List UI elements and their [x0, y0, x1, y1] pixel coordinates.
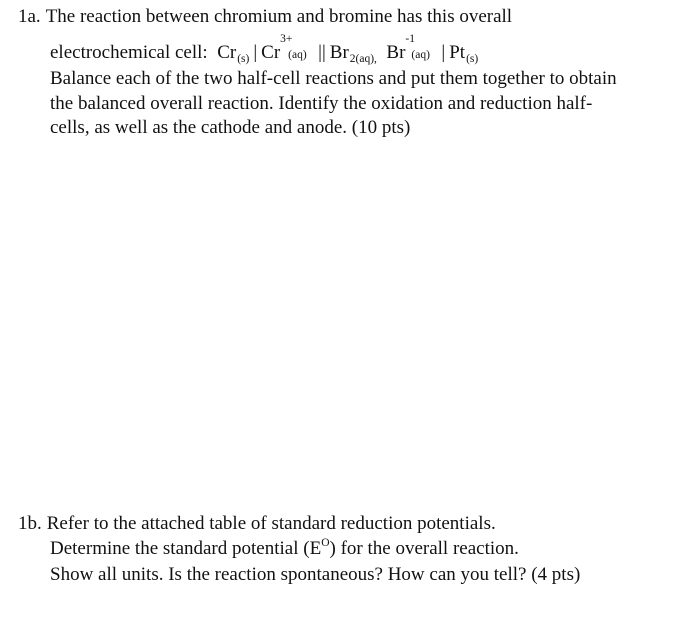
question-1b-intro: Refer to the attached table of standard reduction potentials.	[46, 513, 496, 534]
question-1b-line-2: Determine the standard potential $(E^O)$ for the overall reaction.	[50, 536, 519, 559]
question-1b	[0, 512, 700, 588]
question-1a-line-5: cells, as well as the cathode and anode. (10 pts)	[50, 117, 411, 138]
chromium-ion: Cr 3+ (aq)	[261, 32, 307, 63]
chromium-ion-state: (aq)	[288, 48, 307, 61]
question-1b-line-1	[0, 512, 700, 537]
salt-bridge: ||	[318, 41, 326, 63]
cell-notation-line	[0, 32, 700, 68]
platinum-electrode: $Pt_{(s)}$	[449, 41, 479, 65]
question-1a-line-3: Balance each of the two half-cell reactions and put them together to obtain	[50, 68, 617, 89]
question-1b-number: 1b.	[18, 513, 42, 534]
phase-boundary-2: |	[441, 41, 446, 63]
question-1a	[0, 5, 700, 141]
bromine-subscript: 2(aq),	[349, 52, 377, 65]
bromide-ion: Br -1 (aq)	[386, 32, 430, 63]
platinum-state: (s)	[466, 52, 479, 65]
question-1a-line-4: the balanced overall reaction. Identify the oxidation and reduction half-	[50, 92, 593, 114]
question-1b-line-3: Show all units. Is the reaction spontaneous? How can you tell? (4 pts)	[50, 564, 581, 585]
bromine-aqueous: $Br_{2(aq),}$	[329, 41, 377, 65]
phase-boundary-1: |	[253, 41, 258, 63]
bromide-ion-charge: -1	[405, 32, 416, 45]
chromium-solid-state: (s)	[237, 52, 250, 65]
question-1a-number: 1a.	[18, 6, 41, 27]
bromide-ion-state: (aq)	[411, 48, 430, 61]
question-1a-intro: The reaction between chromium and bromine has this overall	[45, 6, 513, 27]
chromium-solid: $Cr_{(s)}$	[217, 41, 250, 65]
standard-state-superscript: O	[321, 536, 330, 549]
cell-prefix: electrochemical cell:	[50, 41, 208, 63]
question-1a-line-1	[0, 5, 700, 30]
chromium-ion-charge: 3+	[280, 32, 293, 45]
